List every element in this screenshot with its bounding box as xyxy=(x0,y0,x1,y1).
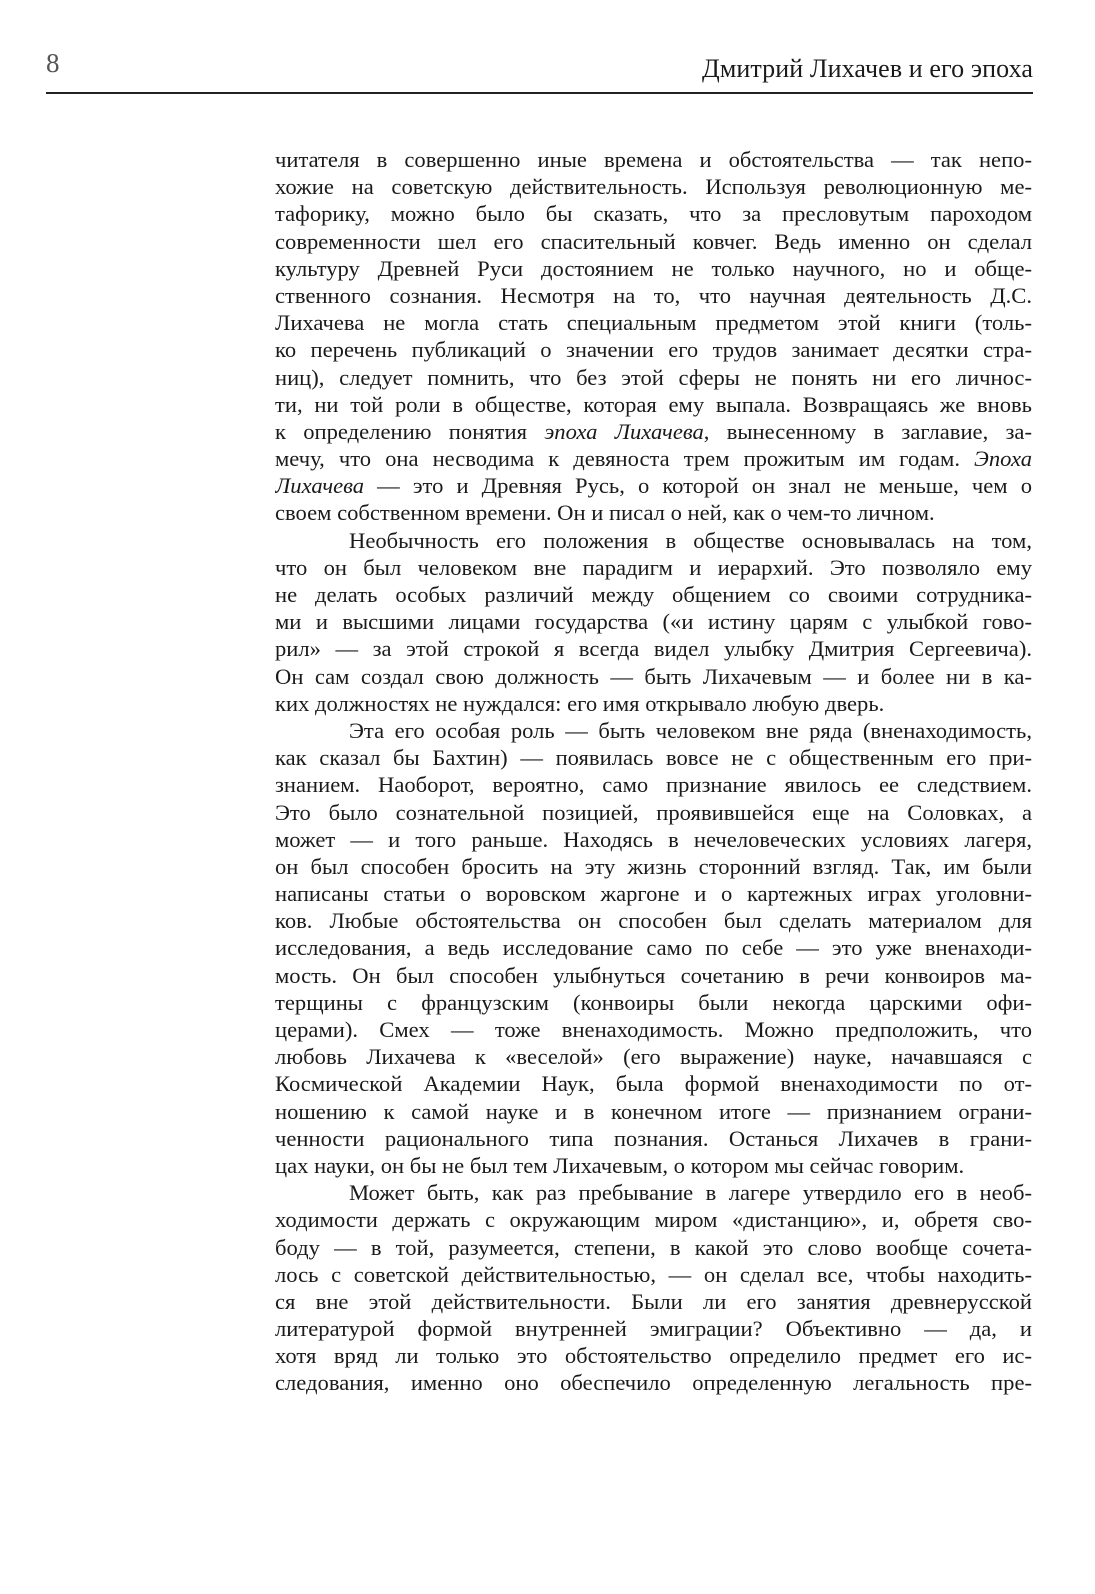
text-line: ко перечень публикаций о значении его трудов занимает десятки стра- xyxy=(275,337,1032,363)
text-line: лось с советской действительностью, — он сделал все, чтобы находить- xyxy=(275,1261,1032,1287)
text-line: Необычность его положения в обществе основывалась на том, xyxy=(349,527,1032,553)
text-line: любовь Лихачева к «веселой» (его выражение) науке, начавшаяся с xyxy=(275,1044,1032,1070)
italic-term: Эпоха xyxy=(974,446,1032,472)
text-run: к определению понятия xyxy=(275,418,545,444)
text-line: хожие на советскую действительность. Используя революционную ме- xyxy=(275,174,1032,200)
text-line: ственного сознания. Несмотря на то, что научная деятельность Д.С. xyxy=(275,282,1032,308)
text-line xyxy=(275,472,1032,499)
text-line: Это было сознательной позицией, проявившейся еще на Соловках, а xyxy=(275,799,1032,825)
text-line: не делать особых различий между общением со своими сотрудника- xyxy=(275,582,1032,607)
italic-term: эпоха Лихачева xyxy=(544,418,704,444)
text-run: мечу, что она несводима к девяноста трем прожитым им годам. xyxy=(275,446,975,472)
text-line: современности шел его спасительный ковчег. Ведь именно он сделал xyxy=(275,228,1032,254)
text-line: может — и того раньше. Находясь в нечеловеческих условиях лагеря, xyxy=(275,826,1032,852)
text-line: литературой формой внутренней эмиграции? Объективно — да, и xyxy=(275,1316,1032,1342)
text-line: что он был человеком вне парадигм и иерархий. Это позволяло ему xyxy=(275,554,1032,580)
paragraph xyxy=(275,146,1032,527)
text-line: Космической Академии Наук, была формой вненаходимости по от- xyxy=(275,1071,1032,1097)
text-line xyxy=(275,445,1032,472)
text-line: он был способен бросить на эту жизнь сторонний взгляд. Так, им были xyxy=(275,853,1032,879)
text-run: , вынесенному в заглавие, за- xyxy=(703,418,1032,444)
text-line: хотя вряд ли только это обстоятельство определило предмет его ис- xyxy=(275,1343,1032,1369)
body-text xyxy=(275,146,1032,1397)
text-line: боду — в той, разумеется, степени, в какой это слово вообще сочета- xyxy=(275,1234,1032,1260)
text-line xyxy=(275,418,1032,445)
text-line: церами). Смех — тоже вненаходимость. Можно предположить, что xyxy=(275,1017,1032,1042)
text-line: ков. Любые обстоятельства он способен был сделать материалом для xyxy=(275,908,1032,934)
text-line: ниц), следует помнить, что без этой сферы не понять ни его личнос- xyxy=(275,364,1032,390)
text-line: ких должностях не нуждался: его имя открывало любую дверь. xyxy=(275,690,885,716)
page-header xyxy=(46,40,1033,94)
text-run: — это и Древняя Русь, о которой он знал не меньше, чем о xyxy=(364,473,1032,499)
text-line: как сказал бы Бахтин) — появилась вовсе не с общественным его при- xyxy=(275,745,1032,771)
italic-term: Лихачева xyxy=(275,473,365,499)
text-line: Он сам создал свою должность — быть Лихачевым — и более ни в ка- xyxy=(275,663,1032,689)
text-line: знанием. Наоборот, вероятно, само признание явилось ее следствием. xyxy=(275,772,1032,798)
text-line: следования, именно оно обеспечило определенную легальность пре- xyxy=(275,1370,1032,1396)
paragraph xyxy=(275,1179,1032,1397)
text-line: ношению к самой науке и в конечном итоге — признанием ограни- xyxy=(275,1098,1032,1124)
text-line: цах науки, он бы не был тем Лихачевым, о котором мы сейчас говорим. xyxy=(275,1152,965,1178)
text-line: культуру Древней Руси достоянием не только научного, но и обще- xyxy=(275,255,1032,281)
text-line: ченности рационального типа познания. Останься Лихачев в грани- xyxy=(275,1125,1032,1151)
text-line: Эта его особая роль — быть человеком вне ряда (вненаходимость, xyxy=(349,717,1032,743)
text-line: терщины с французским (конвоиры были некогда царскими офи- xyxy=(275,989,1032,1015)
text-line: читателя в совершенно иные времена и обстоятельства — так непо- xyxy=(275,147,1032,172)
running-title: Дмитрий Лихачев и его эпоха xyxy=(701,54,1033,83)
text-line: рил» — за этой строкой я всегда видел улыбку Дмитрия Сергеевича). xyxy=(275,636,1032,662)
text-line: Лихачева не могла стать специальным предметом этой книги (толь- xyxy=(275,310,1032,336)
text-line: мость. Он был способен улыбнуться сочетанию в речи конвоиров ма- xyxy=(275,962,1032,988)
paragraph xyxy=(275,527,1032,717)
text-line: исследования, а ведь исследование само по себе — это уже вненаходи- xyxy=(275,935,1032,961)
text-line: ти, ни той роли в обществе, которая ему выпала. Возвращаясь же вновь xyxy=(275,391,1032,417)
text-line: ся вне этой действительности. Были ли его занятия древнерусской xyxy=(275,1288,1032,1314)
text-line: написаны статьи о воровском жаргоне и о картежных играх уголовни- xyxy=(275,881,1032,907)
paragraph xyxy=(275,717,1032,1179)
text-line: своем собственном времени. Он и писал о ней, как о чем-то личном. xyxy=(275,500,935,526)
text-line: ми и высшими лицами государства («и истину царям с улыбкой гово- xyxy=(275,609,1032,635)
page-number: 8 xyxy=(46,48,60,78)
text-line: ходимости держать с окружающим миром «дистанцию», и, обретя сво- xyxy=(275,1207,1032,1233)
text-line: Может быть, как раз пребывание в лагере утвердило его в необ- xyxy=(349,1180,1032,1206)
text-line: тафорику, можно было бы сказать, что за пресловутым пароходом xyxy=(275,201,1032,227)
